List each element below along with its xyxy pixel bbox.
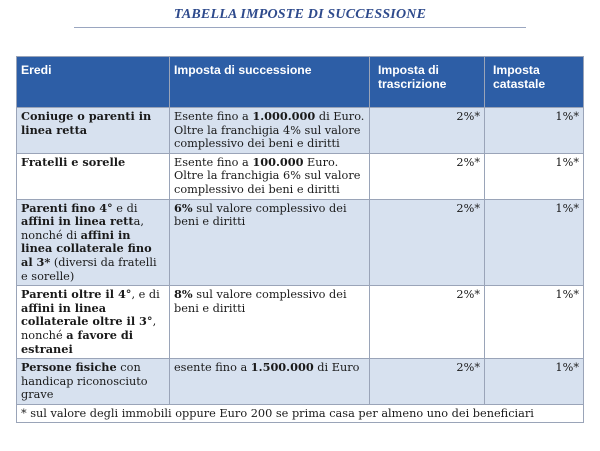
succession-tax-cell (170, 286, 370, 359)
text-run: di Euro. Oltre la franchigia 4% sul valore complessivo dei beni e diritti (174, 110, 365, 151)
text-run: 100.000 (252, 154, 304, 169)
cadastral-tax-cell: 1%* (485, 199, 584, 286)
transcription-tax-cell: 2%* (370, 108, 485, 154)
text-run: 1.500.000 (250, 360, 314, 375)
transcription-tax-cell: 2%* (370, 286, 485, 359)
succession-tax-table (16, 56, 584, 423)
header-succession-tax: Imposta di successione (170, 57, 370, 108)
succession-tax-cell (170, 108, 370, 154)
text-run: 6% (174, 200, 193, 215)
heir-cell (17, 359, 170, 405)
text-run: a, nonché di (21, 215, 144, 242)
table-row (17, 286, 584, 359)
succession-tax-cell (170, 199, 370, 286)
text-run: a favore di estranei (21, 327, 134, 356)
text-run: sul valore complessivo dei beni e diritti (174, 288, 347, 315)
text-run: Esente fino a (174, 110, 253, 123)
transcription-tax-cell: 2%* (370, 199, 485, 286)
succession-tax-cell (170, 153, 370, 199)
footnote: * sul valore degli immobili oppure Euro 200 se prima casa per almeno uno dei beneficiari (17, 404, 584, 423)
table-row (17, 359, 584, 405)
text-run: esente fino a (174, 361, 251, 375)
text-run: sul valore complessivo dei beni e diritti (174, 201, 347, 229)
text-run: Parenti fino 4° (21, 200, 113, 215)
table-row (17, 199, 584, 286)
text-run: Euro. Oltre la franchigia 6% sul valore complessivo dei beni e diritti (174, 155, 361, 196)
text-run: Parenti oltre il 4° (21, 287, 132, 302)
text-run: 8% (174, 287, 193, 302)
text-run: Persone fisiche (21, 360, 117, 375)
table-row (17, 108, 584, 154)
header-heirs: Eredi (17, 57, 170, 108)
table-row (17, 153, 584, 199)
transcription-tax-cell: 2%* (370, 359, 485, 405)
title-divider (74, 27, 526, 28)
heir-cell (17, 199, 170, 286)
cadastral-tax-cell: 1%* (485, 153, 584, 199)
cadastral-tax-cell: 1%* (485, 108, 584, 154)
text-run: con handicap riconosciuto grave (21, 361, 148, 402)
cadastral-tax-cell: 1%* (485, 359, 584, 405)
text-run: , e di (131, 288, 160, 302)
text-run: Fratelli e sorelle (21, 154, 126, 169)
header-transcription-tax: Imposta di trascrizione (370, 57, 485, 108)
text-run: Esente fino a (174, 155, 253, 169)
text-run: e di (112, 201, 138, 215)
text-run: 1.000.000 (252, 109, 316, 123)
footnote-row (17, 404, 584, 423)
text-run: (diversi da fratelli e sorelle) (21, 255, 157, 283)
heir-cell (17, 286, 170, 359)
table-header-row (17, 57, 584, 108)
text-run: di Euro (313, 361, 360, 375)
text-run: affini in linea rett (21, 214, 134, 229)
heir-cell (17, 153, 170, 199)
text-run: Coniuge o parenti in linea retta (21, 109, 152, 137)
text-run: affini in linea collaterale fino al 3* (21, 227, 152, 269)
cadastral-tax-cell: 1%* (485, 286, 584, 359)
transcription-tax-cell: 2%* (370, 153, 485, 199)
succession-tax-cell (170, 359, 370, 405)
text-run: , nonché (21, 315, 157, 342)
text-run: affini in linea collaterale oltre il 3° (21, 300, 153, 329)
document-title: TABELLA IMPOSTE DI SUCCESSIONE (173, 7, 427, 22)
header-cadastral-tax: Imposta catastale (485, 57, 584, 108)
heir-cell (17, 108, 170, 154)
